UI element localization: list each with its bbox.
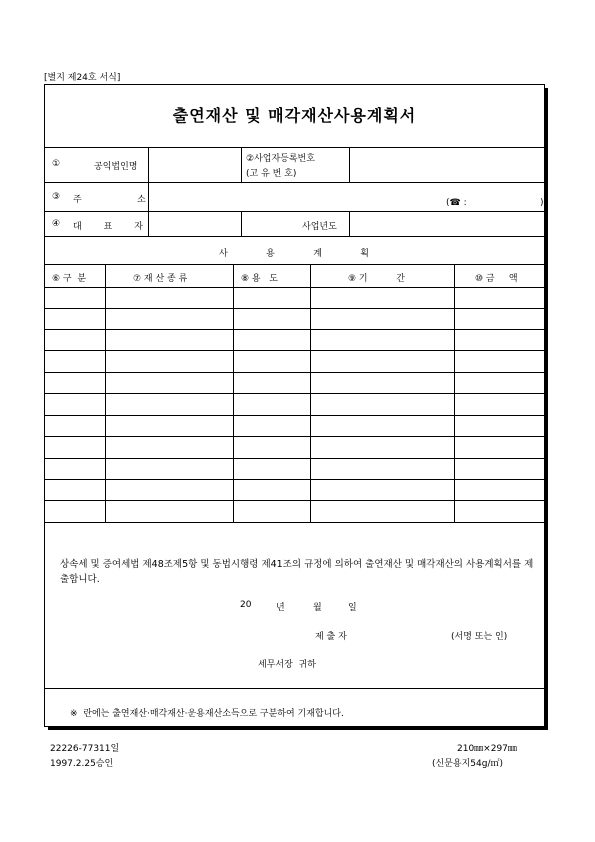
submitter-label: 제 출 자 <box>315 632 347 642</box>
table-line <box>44 393 545 394</box>
header-usage: ⑧ 용 도 <box>241 274 278 284</box>
representative-field[interactable] <box>150 213 240 235</box>
statement-text: 상속세 및 증여세법 제48조제5항 및 동법시행령 제41조의 규정에 의하여 출연재산 및 매각재산의 사용계획서를 제출합니다. <box>60 559 534 585</box>
section-title-char: 획 <box>360 249 369 259</box>
label-char: 자 <box>134 222 143 232</box>
section-title <box>219 246 369 259</box>
form-number-label: [별지 제24호 서식] <box>44 73 121 83</box>
table-col-border <box>105 264 106 522</box>
divider <box>44 182 545 183</box>
table-line <box>44 479 545 480</box>
field-4-number: ④ <box>52 219 61 229</box>
date-year-label: 년 <box>276 603 285 613</box>
paper-type: (신문용지54g/㎡) <box>432 759 503 769</box>
approval-date: 1997.2.25승인 <box>50 759 114 769</box>
divider <box>44 287 545 288</box>
label-char: 표 <box>103 222 113 232</box>
field-2-label: ②사업자등록번호 <box>246 154 315 164</box>
header-amount: ⑩ 금 액 <box>475 274 518 284</box>
org-name-field[interactable] <box>150 149 240 181</box>
cell-border <box>349 211 350 236</box>
section-title-char: 사 <box>219 249 228 259</box>
divider <box>44 236 545 237</box>
date-day-label: 일 <box>348 603 357 613</box>
date-year-prefix: 20 <box>240 600 252 610</box>
divider <box>44 147 545 148</box>
section-title-char: 용 <box>266 249 275 259</box>
field-3-label-a: 주 <box>73 195 82 205</box>
field-3-label-b: 소 <box>137 195 146 205</box>
label-char: 대 <box>73 222 82 232</box>
table-line <box>44 308 545 309</box>
cell-border <box>241 147 242 182</box>
address-field[interactable] <box>150 184 543 210</box>
table-line <box>44 458 545 459</box>
divider <box>44 264 545 265</box>
signature-label: (서명 또는 인) <box>451 632 508 642</box>
field-1-label: 공익법인명 <box>94 162 138 172</box>
phone-label: (☎ : <box>446 198 467 208</box>
table-col-border <box>454 264 455 522</box>
header-asset-type: ⑦ 재 산 종 류 <box>133 274 188 284</box>
table-line <box>44 522 545 523</box>
form-code: 22226-77311일 <box>50 744 120 754</box>
divider <box>44 688 545 689</box>
divider <box>44 211 545 212</box>
note-text: ※ 란에는 출연재산·매각재산·운용재산소득으로 구분하여 기재합니다. <box>70 709 344 719</box>
table-line <box>44 436 545 437</box>
field-4-label <box>73 219 143 232</box>
field-2-sublabel: (고 유 번 호) <box>246 169 297 179</box>
addressee: 세무서장 귀하 <box>258 660 316 670</box>
field-1-number: ① <box>52 159 61 169</box>
frame-shadow-bottom <box>48 727 548 730</box>
document-title: 출연재산 및 매각재산사용계획서 <box>172 106 417 125</box>
business-year-field[interactable] <box>351 213 543 235</box>
table-col-border <box>310 264 311 522</box>
table-line <box>44 415 545 416</box>
cell-border <box>148 147 149 236</box>
cell-border <box>241 211 242 236</box>
header-period: ⑨ 기 간 <box>348 274 405 284</box>
table-line <box>44 329 545 330</box>
table-line <box>44 350 545 351</box>
field-5-label: 사업년도 <box>302 222 337 232</box>
business-number-field[interactable] <box>351 149 543 181</box>
field-3-number: ③ <box>52 192 61 202</box>
phone-close: ) <box>540 198 544 208</box>
table-line <box>44 500 545 501</box>
table-col-border <box>233 264 234 522</box>
frame-shadow-right <box>545 88 548 730</box>
date-month-label: 월 <box>313 603 322 613</box>
header-category: ⑥ 구 분 <box>52 274 87 284</box>
cell-border <box>349 147 350 182</box>
table-line <box>44 372 545 373</box>
section-title-char: 계 <box>313 249 322 259</box>
paper-size: 210㎜×297㎜ <box>457 744 517 754</box>
